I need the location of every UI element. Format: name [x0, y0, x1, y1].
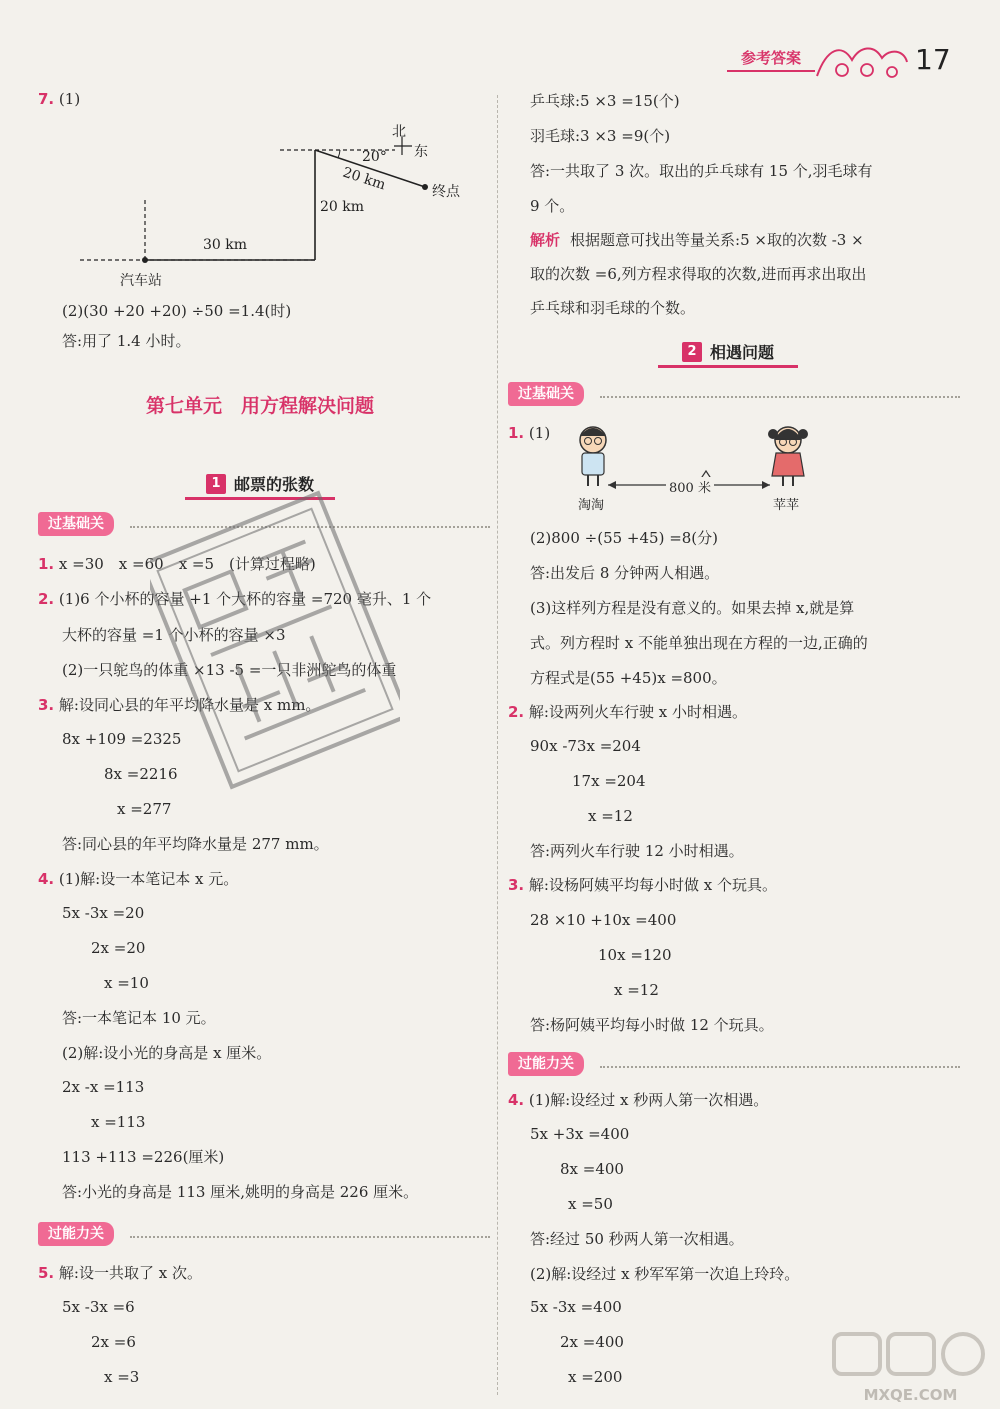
watermark-text: MXQE.COM	[863, 1386, 958, 1404]
east-label: 东	[414, 144, 428, 160]
lesson-2-heading	[658, 338, 798, 368]
right-question-1-line5: 方程式是(55 +45)x =800。	[530, 669, 727, 687]
horizontal-distance-label: 30 km	[203, 237, 248, 253]
equation-line: 10x =120	[598, 946, 672, 964]
equation-line: 8x +109 =2325	[62, 730, 182, 748]
angle-label: 20°	[362, 149, 387, 165]
left-question-4-text: (1)解:设一本笔记本 x 元。	[58, 870, 239, 888]
left-question-4-line5: (2)解:设小光的身高是 x 厘米。	[62, 1044, 272, 1062]
question-number: 3.	[38, 696, 55, 714]
question-number: 7.	[38, 90, 55, 108]
vertical-distance-label: 20 km	[320, 199, 365, 215]
right-question-1-line3: (3)这样列方程是没有意义的。如果去掉 x,就是算	[530, 599, 855, 617]
column-divider	[497, 95, 498, 1395]
question-number: 4.	[38, 870, 55, 888]
left-question-2-line3: (2)一只鸵鸟的体重 ×13 -5 =一只非洲鸵鸟的体重	[62, 661, 397, 679]
equation-line: 5x -3x =20	[62, 904, 145, 922]
right-question-3-line1	[508, 874, 777, 896]
tag-basic-right: 过基础关	[508, 382, 584, 406]
equation-line: 2x =6	[91, 1333, 136, 1351]
equation-line: 2x -x =113	[62, 1078, 145, 1096]
equation-line: x =3	[104, 1368, 140, 1386]
right-question-3-answer: 答:杨阿姨平均每小时做 12 个玩具。	[530, 1016, 774, 1034]
girl-figure-icon	[768, 427, 808, 486]
page-number: 17	[915, 43, 951, 76]
equation-line: 5x -3x =6	[62, 1298, 135, 1316]
boy-figure-icon	[580, 427, 606, 486]
tag-dotted-rule	[600, 396, 960, 398]
left-question-2-line2: 大杯的容量 =1 个小杯的容量 ×3	[62, 626, 286, 644]
equation-line: x =113	[91, 1113, 146, 1131]
question-number: 5.	[38, 1264, 55, 1282]
equation-line: 17x =204	[572, 772, 646, 790]
equation-line: x =10	[104, 974, 149, 992]
badminton-count-line: 羽毛球:3 ×3 =9(个)	[530, 127, 671, 145]
equation-line: 28 ×10 +10x =400	[530, 911, 677, 929]
question-7-answer: 答:用了 1.4 小时。	[62, 332, 191, 350]
right-question-1-answer: 答:出发后 8 分钟两人相遇。	[530, 564, 720, 582]
equation-line: x =277	[117, 800, 172, 818]
site-watermark	[828, 1328, 993, 1404]
lesson-1-badge: 1	[206, 474, 226, 494]
meeting-distance-label: 800 米	[666, 477, 714, 496]
right-answer-line1: 答:一共取了 3 次。取出的乒乓球有 15 个,羽毛球有	[530, 162, 873, 180]
left-question-4-answer-1: 答:一本笔记本 10 元。	[62, 1009, 216, 1027]
lesson-1-title: 邮票的张数	[233, 475, 314, 494]
right-question-1-line2: (2)800 ÷(55 +45) =8(分)	[530, 529, 719, 547]
question-number: 2.	[38, 590, 55, 608]
lesson-2-badge: 2	[682, 342, 702, 362]
seal-stamp-icon	[150, 490, 400, 790]
equation-line: 8x =400	[560, 1160, 624, 1178]
right-answer-line2: 9 个。	[530, 197, 575, 215]
question-7-line	[38, 88, 80, 110]
lesson-2-title: 相遇问题	[709, 343, 774, 362]
pingpong-count-line: 乒乓球:5 ×3 =15(个)	[530, 92, 680, 110]
left-person-name: 淘淘	[578, 498, 605, 513]
left-question-1-text: x =30 x =60 x =5 (计算过程略)	[58, 555, 316, 573]
equation-line: x =12	[588, 807, 633, 825]
equation-line: 113 +113 =226(厘米)	[62, 1148, 225, 1166]
question-number: 1.	[38, 555, 55, 573]
analysis-label: 解析	[530, 231, 561, 249]
question-7-part1: (1)	[58, 90, 81, 108]
question-number: 3.	[508, 876, 525, 894]
equation-line: x =50	[568, 1195, 613, 1213]
right-question-2-text: 解:设两列火车行驶 x 小时相遇。	[528, 703, 747, 721]
right-question-2-answer: 答:两列火车行驶 12 小时相遇。	[530, 842, 744, 860]
tag-ability-left: 过能力关	[38, 1222, 114, 1246]
right-person-name: 苹苹	[773, 498, 800, 513]
route-diagram	[40, 115, 490, 300]
end-point-label: 终点	[432, 184, 460, 200]
left-question-4-line1	[38, 868, 238, 890]
watermark-logo-icon	[828, 1328, 993, 1384]
left-question-5-line1	[38, 1262, 202, 1284]
equation-line: x =200	[568, 1368, 623, 1386]
tag-ability-right: 过能力关	[508, 1052, 584, 1076]
equation-line: 5x +3x =400	[530, 1125, 630, 1143]
equation-line: 2x =400	[560, 1333, 624, 1351]
left-question-3-text: 解:设同心县的年平均降水量是 x mm。	[58, 696, 321, 714]
right-question-3-text: 解:设杨阿姨平均每小时做 x 个玩具。	[528, 876, 777, 894]
equation-line: 2x =20	[91, 939, 146, 957]
right-question-4-line1	[508, 1089, 768, 1111]
header-decoration-icon	[812, 38, 912, 82]
right-question-1-part1: (1)	[528, 424, 551, 442]
tag-basic-left: 过基础关	[38, 512, 114, 536]
left-question-3-answer: 答:同心县的年平均降水量是 277 mm。	[62, 835, 329, 853]
tag-dotted-rule	[130, 1236, 490, 1238]
bus-station-label: 汽车站	[120, 273, 162, 289]
equation-line: x =12	[614, 981, 659, 999]
diagonal-distance-label: 20 km	[340, 164, 388, 194]
equation-line: 90x -73x =204	[530, 737, 641, 755]
question-number: 2.	[508, 703, 525, 721]
unit-title: 第七单元 用方程解决问题	[145, 395, 374, 417]
right-question-2-line1	[508, 701, 747, 723]
analysis-line3: 乒乓球和羽毛球的个数。	[530, 299, 696, 317]
right-question-4-text: (1)解:设经过 x 秒两人第一次相遇。	[528, 1091, 769, 1109]
question-7-part2: (2)(30 +20 +20) ÷50 =1.4(时)	[62, 302, 292, 320]
question-number: 1.	[508, 424, 525, 442]
left-question-4-answer-2: 答:小光的身高是 113 厘米,姚明的身高是 226 厘米。	[62, 1183, 419, 1201]
equation-line: 8x =2216	[104, 765, 178, 783]
tag-dotted-rule	[600, 1066, 960, 1068]
right-question-1-line1	[508, 422, 550, 444]
right-question-4-line5: (2)解:设经过 x 秒军军第一次追上玲玲。	[530, 1265, 800, 1283]
left-question-2-text: (1)6 个小杯的容量 +1 个大杯的容量 =720 毫升、1 个	[58, 590, 432, 608]
analysis-text: 根据题意可找出等量关系:5 ×取的次数 -3 ×	[570, 231, 864, 249]
right-question-1-line4: 式。列方程时 x 不能单独出现在方程的一边,正确的	[530, 634, 868, 652]
analysis-line2: 取的次数 =6,列方程求得取的次数,进而再求出取出	[530, 265, 867, 283]
meeting-figure	[560, 420, 820, 520]
north-label: 北	[392, 124, 406, 140]
right-question-4-answer: 答:经过 50 秒两人第一次相遇。	[530, 1230, 744, 1248]
question-number: 4.	[508, 1091, 525, 1109]
header-label: 参考答案	[727, 44, 815, 72]
analysis-line1	[530, 229, 864, 251]
equation-line: 5x -3x =400	[530, 1298, 622, 1316]
left-question-5-text: 解:设一共取了 x 次。	[58, 1264, 202, 1282]
